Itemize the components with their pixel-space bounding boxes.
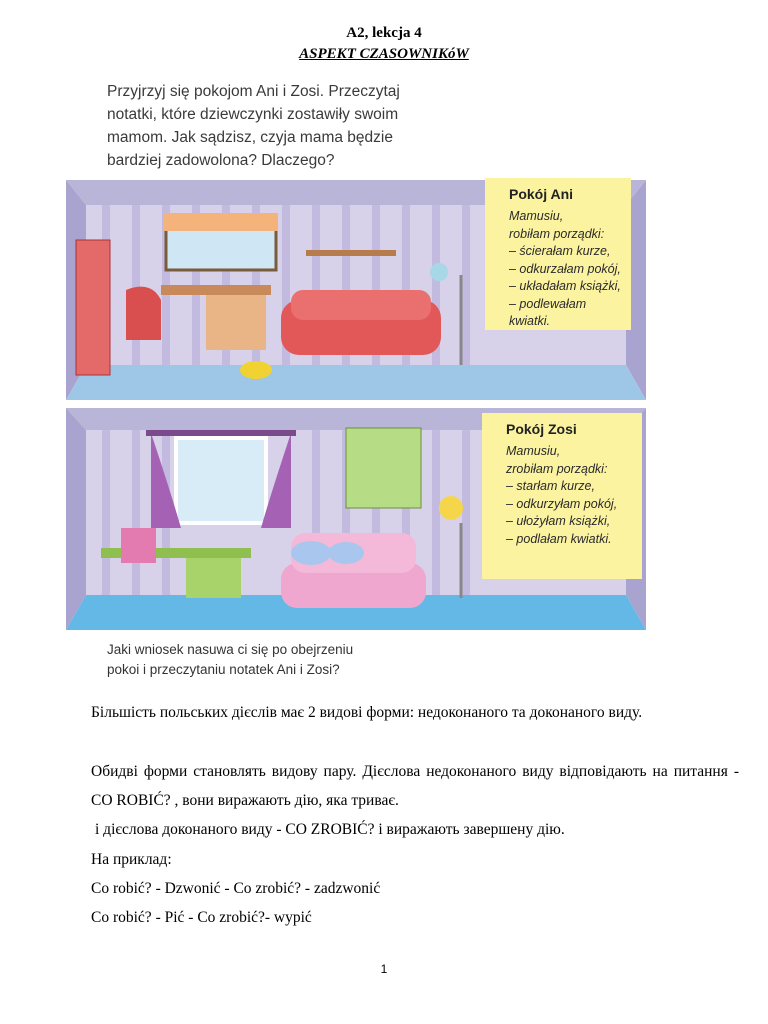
lesson-label: A2, lekcja 4 xyxy=(346,25,422,41)
intro-line: notatki, które dziewczynki zostawiły swoim xyxy=(107,106,399,123)
paragraph-4: На приклад: xyxy=(91,851,172,868)
intro-line: Przyjrzyj się pokojom Ani i Zosi. Przeczytaj xyxy=(107,83,400,100)
caption-line: pokoi i przeczytaniu notatek Ani i Zosi? xyxy=(107,662,340,677)
note-line: – odkurzałam pokój, xyxy=(509,261,621,276)
paragraph-2: Обидві форми становлять видову пару. Дієслова недоконаного виду відповідають на питання - CO ROBIĆ? , вони виражають дію, яка триває. xyxy=(91,763,739,809)
note-line: – podlałam kwiatki. xyxy=(506,531,612,546)
note-line: robiłam porządki: xyxy=(509,226,605,241)
page-title: ASPEKT CZASOWNIKóW xyxy=(299,46,469,62)
note-line: – układałam książki, xyxy=(509,279,621,293)
note-title: Pokój Ani xyxy=(509,186,574,202)
note-line: – odkurzyłam pokój, xyxy=(506,496,618,511)
paragraph-6: Co robić? - Pić - Co zrobić?- wypić xyxy=(91,909,312,926)
note-line: zrobiłam porządki: xyxy=(506,461,608,476)
note-line: Mamusiu, xyxy=(509,209,564,223)
note-line: Mamusiu, xyxy=(506,444,561,458)
caption-line: Jaki wniosek nasuwa ci się po obejrzeniu xyxy=(107,642,354,657)
note-line: – ścierałam kurze, xyxy=(509,244,611,258)
paragraph-1: Більшість польських дієслів має 2 видові форми: недоконаного та доконаного виду. xyxy=(91,704,643,721)
page-number: 1 xyxy=(380,962,388,976)
note-title: Pokój Zosi xyxy=(506,421,577,437)
intro-line: bardziej zadowolona? Dlaczego? xyxy=(107,152,335,169)
intro-text xyxy=(107,80,437,172)
paragraph-5: Co robić? - Dzwonić - Co zrobić? - zadzwonić xyxy=(91,880,381,897)
paragraph-3: і дієслова доконаного виду - CO ZROBIĆ? і виражають завершену дію. xyxy=(95,821,565,838)
note-line: – podlewałam kwiatki. xyxy=(509,296,587,328)
caption-question xyxy=(107,640,407,680)
note-line: – starłam kurze, xyxy=(506,479,595,493)
note-line: – ułożyłam książki, xyxy=(506,514,611,528)
note-ania xyxy=(485,178,631,330)
intro-line: mamom. Jak sądzisz, czyja mama będzie xyxy=(107,129,393,146)
note-zosia xyxy=(482,413,642,579)
